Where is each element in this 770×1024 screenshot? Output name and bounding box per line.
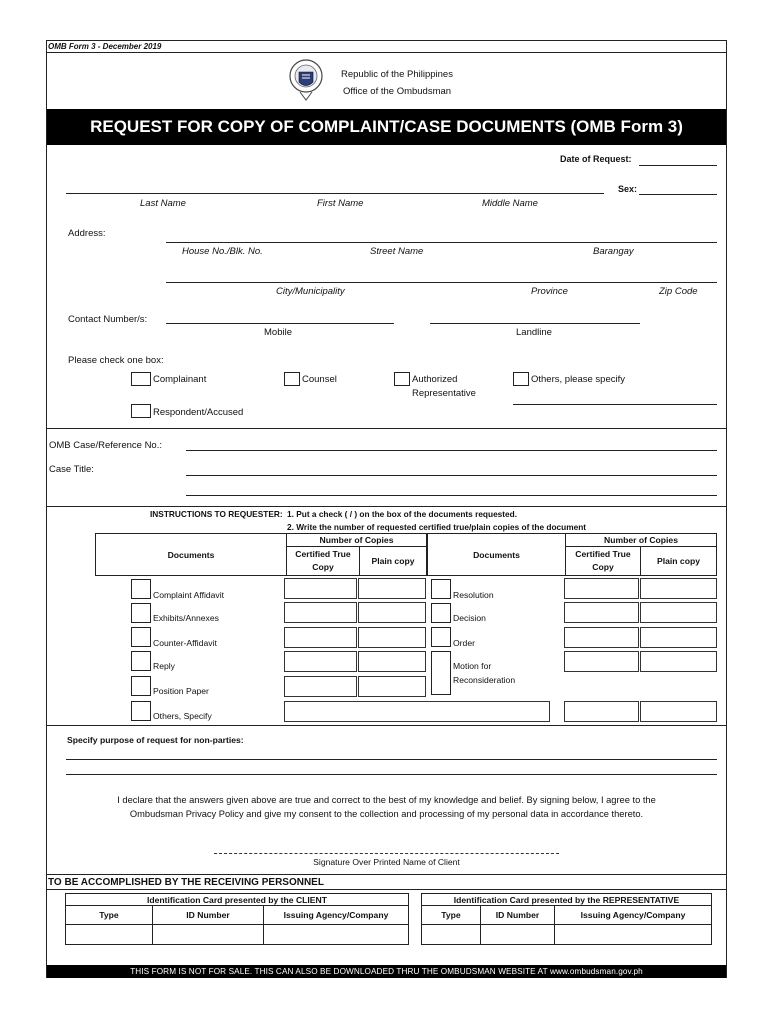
doc-table-header-left [95,533,427,576]
client-type-input[interactable] [66,925,153,945]
issuing-header: Issuing Agency/Company [555,906,712,925]
certified-header: Certified True Copy [566,547,641,576]
sex-field[interactable] [639,194,717,195]
barangay-label: Barangay [593,246,634,257]
divider [46,889,727,890]
case-ref-field[interactable] [186,450,717,451]
client-issuing-input[interactable] [264,925,409,945]
province-label: Province [531,286,568,297]
address-label: Address: [68,228,106,239]
plain-count-input[interactable] [358,602,426,623]
header-office: Office of the Ombudsman [343,86,452,97]
authorized-label-2: Representative [412,388,476,399]
house-label: House No./Blk. No. [182,246,263,257]
receiving-label: TO BE ACCOMPLISHED BY THE RECEIVING PERSONNEL [48,877,324,888]
case-title-field-2[interactable] [186,495,717,496]
rep-issuing-input[interactable] [555,925,712,945]
mobile-label: Mobile [264,327,292,338]
others-label: Others, please specify [531,374,625,385]
certified-count-input[interactable] [284,651,357,672]
address-line-2[interactable] [166,282,717,283]
declaration-line-2: Ombudsman Privacy Policy and give my consent to the collection and processing of my personal data in accordance thereto. [129,809,644,819]
divider [46,874,727,875]
name-field[interactable] [66,193,604,194]
authorized-label-1: Authorized [412,374,458,385]
client-id-header: Identification Card presented by the CLIENT [66,894,409,906]
certified-count-input[interactable] [284,602,357,623]
counsel-checkbox[interactable] [284,372,300,386]
header-republic: Republic of the Philippines [341,69,453,80]
plain-copy-header: Plain copy [641,547,717,576]
signature-field[interactable] [214,853,559,854]
form-title: REQUEST FOR COPY OF COMPLAINT/CASE DOCUMENTS (OMB Form 3) [47,109,726,145]
ombudsman-seal-icon [288,58,324,102]
plain-count-input[interactable] [640,602,717,623]
plain-count-input[interactable] [640,701,717,722]
signature-label: Signature Over Printed Name of Client [313,857,460,867]
decision-checkbox[interactable] [431,603,451,623]
position-paper-checkbox[interactable] [131,676,151,696]
doc-label: Order [453,638,475,648]
check-one-label: Please check one box: [68,355,164,366]
case-ref-label: OMB Case/Reference No.: [49,440,162,451]
others-checkbox[interactable] [513,372,529,386]
documents-header: Documents [96,534,287,576]
others-specify-checkbox[interactable] [131,701,151,721]
divider [46,428,727,429]
doc-label: Decision [453,613,486,623]
complaint-affidavit-checkbox[interactable] [131,579,151,599]
doc-label: Position Paper [153,686,209,696]
city-label: City/Municipality [276,286,345,297]
complainant-checkbox[interactable] [131,372,151,386]
divider [46,506,727,507]
certified-header: Certified True Copy [287,547,360,576]
instructions-label: INSTRUCTIONS TO REQUESTER: [150,509,283,519]
rep-id-header: Identification Card presented by the REPRESENTATIVE [422,894,712,906]
issuing-header: Issuing Agency/Company [264,906,409,925]
counsel-label: Counsel [302,374,337,385]
form-code: OMB Form 3 - December 2019 [48,42,162,51]
rep-type-input[interactable] [422,925,481,945]
certified-count-input[interactable] [284,578,357,599]
case-title-label: Case Title: [49,464,94,475]
type-header: Type [66,906,153,925]
certified-count-input[interactable] [564,578,639,599]
doc-label: Counter-Affidavit [153,638,217,648]
number-of-copies-header: Number of Copies [566,534,717,547]
last-name-label: Last Name [140,198,186,209]
counter-affidavit-checkbox[interactable] [131,627,151,647]
authorized-rep-checkbox[interactable] [394,372,410,386]
certified-count-input[interactable] [564,627,639,648]
certified-count-input[interactable] [564,602,639,623]
doc-label: Reply [153,661,175,671]
documents-header: Documents [428,534,566,576]
case-title-field-1[interactable] [186,475,717,476]
doc-label: Reconsideration [453,675,516,685]
address-line-1[interactable] [166,242,717,243]
declaration-line-1: I declare that the answers given above are true and correct to the best of my knowledge and belief. By signing below, I agree to the [117,795,656,805]
divider [46,52,727,53]
footer-notice: THIS FORM IS NOT FOR SALE. THIS CAN ALSO BE DOWNLOADED THRU THE OMBUDSMAN WEBSITE AT www.ombudsman.gov.ph [47,965,726,978]
plain-count-input[interactable] [358,651,426,672]
first-name-label: First Name [317,198,364,209]
purpose-field-2[interactable] [66,774,717,775]
doc-label: Motion for [453,661,492,671]
resolution-checkbox[interactable] [431,579,451,599]
complainant-label: Complainant [153,374,207,385]
doc-label: Complaint Affidavit [153,590,225,600]
plain-count-input[interactable] [358,627,426,648]
purpose-field-1[interactable] [66,759,717,760]
plain-count-input[interactable] [358,676,426,697]
purpose-label: Specify purpose of request for non-parties: [67,735,244,745]
middle-name-label: Middle Name [482,198,538,209]
certified-count-input[interactable] [284,627,357,648]
respondent-checkbox[interactable] [131,404,151,418]
others-specify-field[interactable] [513,404,717,405]
street-label: Street Name [370,246,424,257]
certified-count-input[interactable] [564,701,639,722]
rep-id-table [421,893,712,945]
landline-field[interactable] [430,323,640,324]
instructions-step-2: 2. Write the number of requested certified true/plain copies of the document [287,522,587,532]
plain-count-input[interactable] [640,651,717,672]
reply-checkbox[interactable] [131,651,151,671]
date-label: Date of Request: [560,154,632,164]
mobile-field[interactable] [166,323,394,324]
certified-count-input[interactable] [284,676,357,697]
doc-label: Exhibits/Annexes [153,613,219,623]
respondent-label: Respondent/Accused [153,407,244,418]
doc-table-header-right [427,533,717,576]
plain-count-input[interactable] [640,578,717,599]
plain-copy-header: Plain copy [360,547,427,576]
id-number-header: ID Number [481,906,555,925]
id-number-header: ID Number [153,906,264,925]
motion-checkbox[interactable] [431,651,451,695]
client-id-table [65,893,409,945]
rep-id-number-input[interactable] [481,925,555,945]
number-of-copies-header: Number of Copies [287,534,427,547]
landline-label: Landline [516,327,552,338]
zip-label: Zip Code [659,286,698,297]
doc-label: Resolution [453,590,494,600]
instructions-step-1: 1. Put a check ( / ) on the box of the documents requested. [287,509,518,519]
date-field[interactable] [639,165,717,166]
sex-label: Sex: [618,184,638,194]
type-header: Type [422,906,481,925]
certified-count-input[interactable] [564,651,639,672]
others-specify-input[interactable] [284,701,550,722]
contact-label: Contact Number/s: [68,314,148,325]
plain-count-input[interactable] [640,627,717,648]
doc-label: Others, Specify [153,711,212,721]
divider [46,725,727,726]
plain-count-input[interactable] [358,578,426,599]
order-checkbox[interactable] [431,627,451,647]
exhibits-checkbox[interactable] [131,603,151,623]
client-id-number-input[interactable] [153,925,264,945]
